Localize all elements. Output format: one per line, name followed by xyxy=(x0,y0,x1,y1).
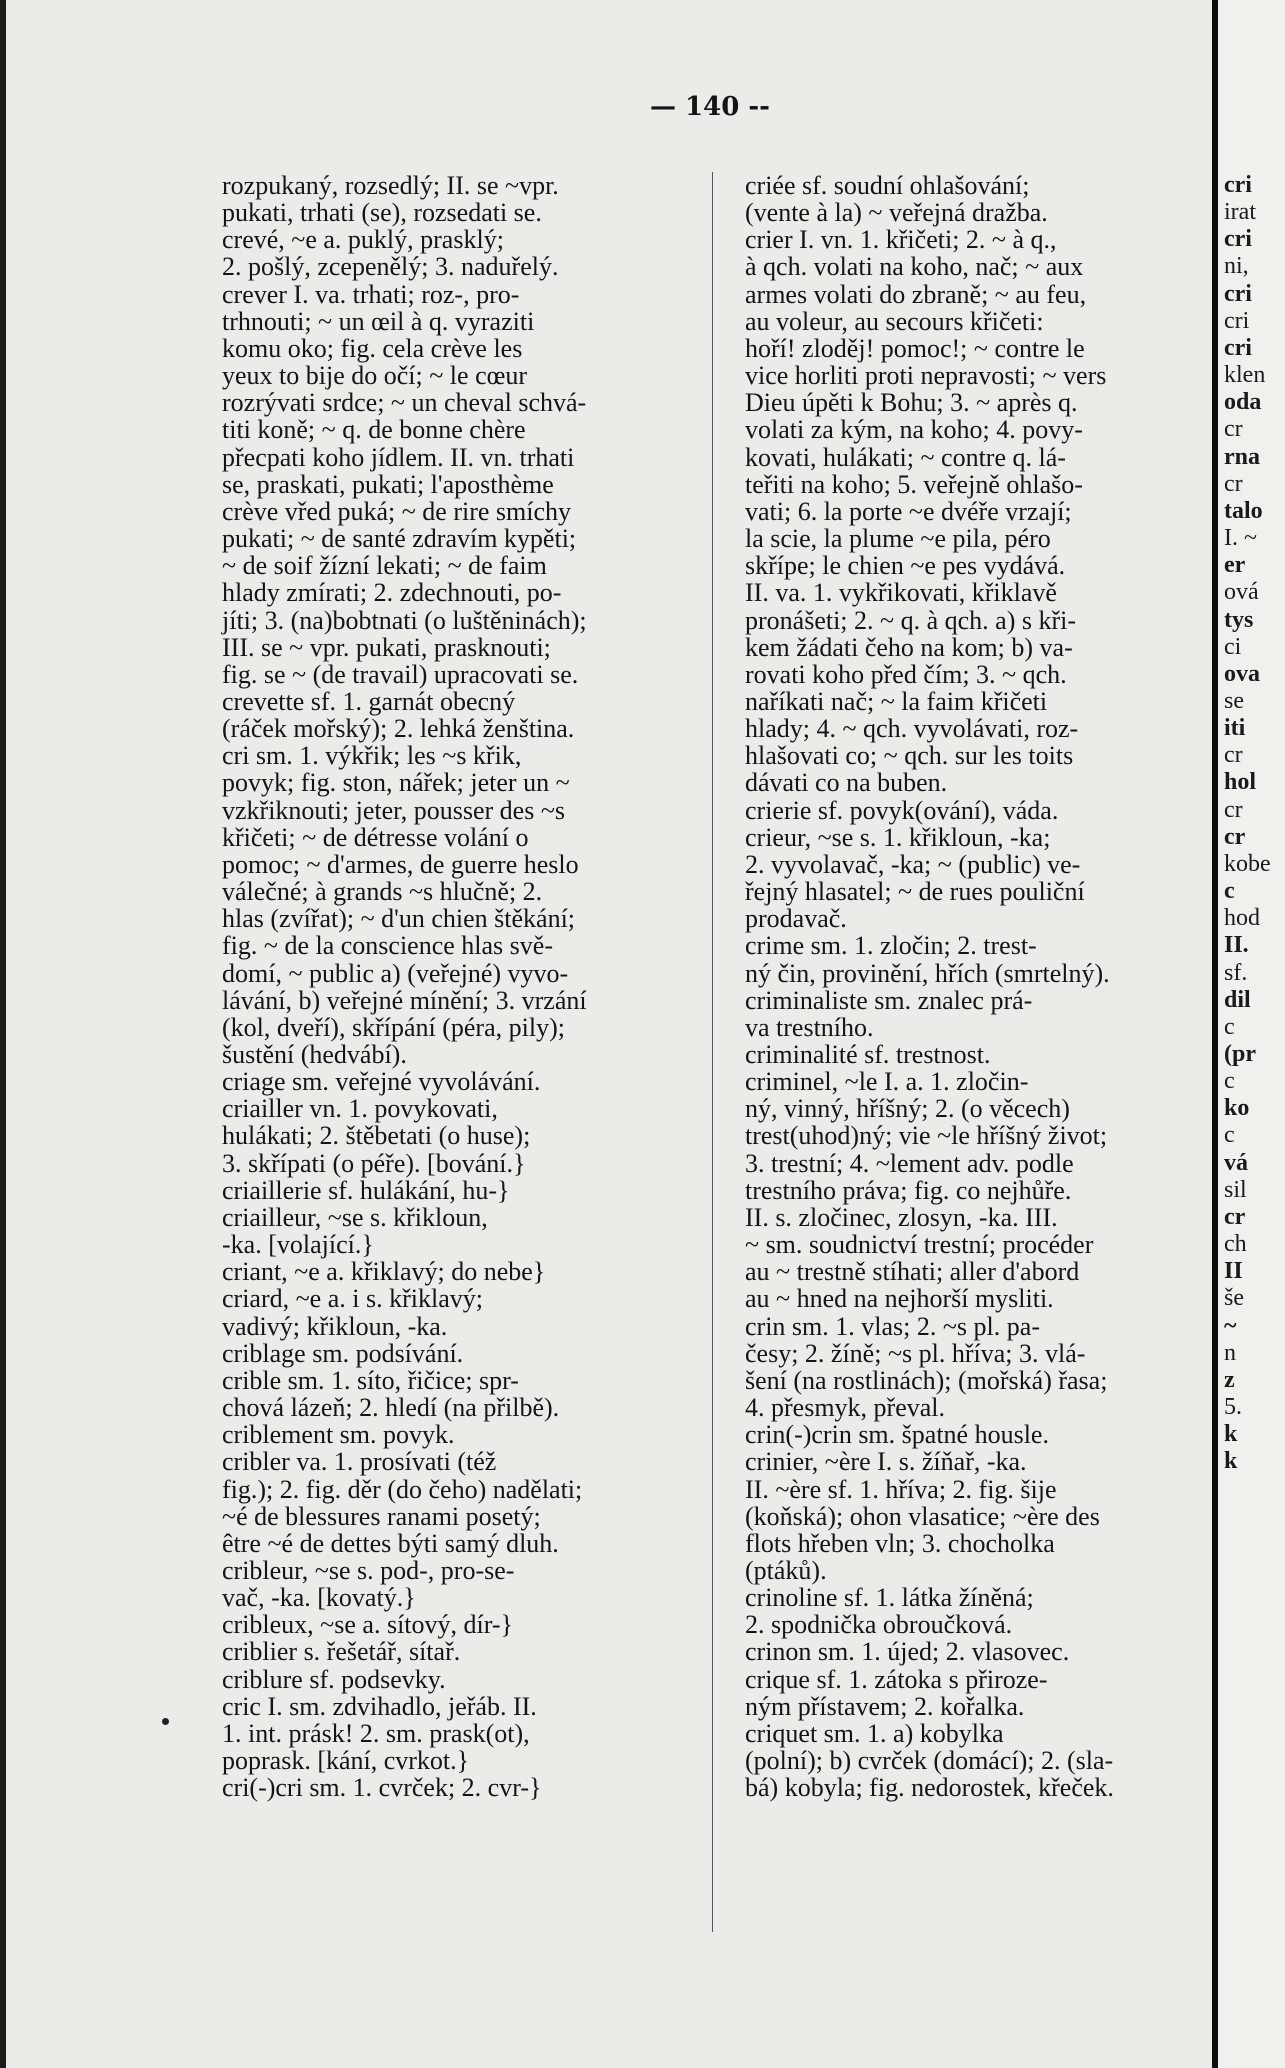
right-line: II. ~ère sf. 1. hříva; 2. fig. šije xyxy=(745,1474,1057,1504)
right-line: crinier, ~ère I. s. žíňař, -ka. xyxy=(745,1447,1027,1477)
left-line: ~é de blessures ranami posetý; xyxy=(222,1501,541,1531)
left-line: fig. ~ de la conscience hlas svě- xyxy=(222,931,553,961)
right-line: crinoline sf. 1. látka žíněná; xyxy=(745,1583,1034,1613)
left-line: cri(-)cri sm. 1. cvrček; 2. cvr-} xyxy=(222,1773,542,1803)
gutter-line: se xyxy=(1224,687,1244,714)
right-line: volati za kým, na koho; 4. povy- xyxy=(745,415,1083,445)
right-line: au ~ hned na nejhorší mysliti. xyxy=(745,1284,1054,1314)
left-line: lávání, b) veřejné mínění; 3. vrzání xyxy=(222,985,587,1015)
left-line: hulákati; 2. štěbetati (o huse); xyxy=(222,1121,531,1151)
gutter-line: c xyxy=(1224,878,1235,905)
right-line: criée sf. soudní ohlašování; xyxy=(745,171,1030,200)
right-line: (ptáků). xyxy=(745,1555,827,1585)
gutter-line: cr xyxy=(1224,796,1243,823)
left-line: vzkřiknouti; jeter, pousser des ~s xyxy=(222,795,566,825)
gutter-line: I. ~ xyxy=(1224,525,1257,552)
right-line: hoří! zloděj! pomoc!; ~ contre le xyxy=(745,333,1085,363)
right-line: rovati koho před čím; 3. ~ qch. xyxy=(745,659,1067,689)
gutter-line: talo xyxy=(1224,497,1263,524)
gutter-line: c xyxy=(1224,1068,1235,1095)
right-line: crin sm. 1. vlas; 2. ~s pl. pa- xyxy=(745,1311,1040,1341)
gutter-line: n xyxy=(1224,1339,1236,1366)
gutter-line: irat xyxy=(1224,199,1256,226)
gutter-line: c xyxy=(1224,1122,1235,1149)
gutter-line: ci xyxy=(1224,633,1242,660)
left-line: 2. pošlý, zcepenělý; 3. naduřelý. xyxy=(222,252,559,282)
right-line: II. va. 1. vykřikovati, křiklavě xyxy=(745,578,1057,608)
gutter-line: cr xyxy=(1224,470,1243,497)
right-line: 4. přesmyk, převal. xyxy=(745,1393,946,1423)
left-line: 3. skřípati (o péře). [bování.} xyxy=(222,1148,526,1178)
left-line: pukati, trhati (se), rozsedati se. xyxy=(222,198,542,228)
right-line: flots hřeben vln; 3. chocholka xyxy=(745,1528,1055,1558)
gutter-line: k xyxy=(1224,1448,1238,1475)
left-line: hlady zmírati; 2. zdechnouti, po- xyxy=(222,578,562,608)
right-column xyxy=(745,172,1203,1801)
left-line: (ráček mořský); 2. lehká ženština. xyxy=(222,714,575,744)
left-line: přecpati koho jídlem. II. vn. trhati xyxy=(222,442,575,472)
gutter-line: II xyxy=(1224,1258,1243,1285)
gutter-line: ch xyxy=(1224,1231,1247,1258)
left-line: crevé, ~e a. puklý, prasklý; xyxy=(222,225,504,255)
gutter-line: cri xyxy=(1224,307,1250,334)
gutter-line: ova xyxy=(1224,660,1260,687)
left-line: -ka. [volající.} xyxy=(222,1230,374,1260)
right-line: criminaliste sm. znalec prá- xyxy=(745,985,1033,1015)
right-line: criminel, ~le I. a. 1. zločin- xyxy=(745,1067,1029,1097)
gutter-line: oda xyxy=(1224,389,1262,416)
left-line: rozrývati srdce; ~ un cheval schvá- xyxy=(222,388,587,418)
gutter-line: (pr xyxy=(1224,1041,1256,1067)
right-line: criminalité sf. trestnost. xyxy=(745,1040,991,1069)
gutter-line: še xyxy=(1224,1285,1244,1312)
right-line: skřípe; le chien ~e pes vydává. xyxy=(745,551,1066,581)
gutter-line: cr xyxy=(1224,416,1243,443)
left-line: III. se ~ vpr. pukati, prasknouti; xyxy=(222,632,551,662)
right-line: (vente à la) ~ veřejná dražba. xyxy=(745,198,1048,228)
left-line: pukati; ~ de santé zdravím kypěti; xyxy=(222,524,577,554)
left-line: criage sm. veřejné vyvolávání. xyxy=(222,1067,541,1097)
right-line: naříkati nač; ~ la faim křičeti xyxy=(745,686,1048,716)
left-line: rozpukaný, rozsedlý; II. se ~vpr. xyxy=(222,171,559,200)
right-line: (polní); b) cvrček (domácí); 2. (sla- xyxy=(745,1746,1114,1776)
right-line: řejný hlasatel; ~ de rues pouliční xyxy=(745,877,1085,907)
left-line: cribleux, ~se a. sítový, dír-} xyxy=(222,1610,514,1640)
gutter-line: cri xyxy=(1224,280,1252,307)
left-line: 1. int. prásk! 2. sm. prask(ot), xyxy=(222,1718,530,1748)
left-line: domí, ~ public a) (veřejné) vyvo- xyxy=(222,958,569,988)
right-line: bá) kobyla; fig. nedorostek, křeček. xyxy=(745,1773,1114,1803)
left-line: ~ de soif žízní lekati; ~ de faim xyxy=(222,551,547,581)
left-line: válečné; à grands ~s hlučně; 2. xyxy=(222,877,543,907)
right-line: au ~ trestně stíhati; aller d'abord xyxy=(745,1257,1080,1287)
left-line: trhnouti; ~ un œil à q. vyraziti xyxy=(222,306,535,336)
gutter-line: klen xyxy=(1224,362,1266,389)
left-line: cribler va. 1. prosívati (též xyxy=(222,1447,497,1477)
left-line: povyk; fig. ston, nářek; jeter un ~ xyxy=(222,768,570,798)
gutter-line: dil xyxy=(1224,986,1251,1013)
gutter-line: cr xyxy=(1224,823,1246,850)
gutter-line: z xyxy=(1224,1366,1235,1393)
gutter-line: II. xyxy=(1224,932,1249,959)
right-line: kovati, hulákati; ~ contre q. lá- xyxy=(745,442,1066,472)
right-line: ným přístavem; 2. kořalka. xyxy=(745,1691,1025,1721)
left-line: fig.); 2. fig. děr (do čeho) nadělati; xyxy=(222,1474,583,1504)
gutter-line: tys xyxy=(1224,606,1254,633)
right-line: trest(uhod)ný; vie ~le hříšný život; xyxy=(745,1121,1108,1151)
gutter-line: ~ xyxy=(1224,1312,1237,1339)
left-line: vač, -ka. [kovatý.} xyxy=(222,1583,416,1613)
right-line: à qch. volati na koho, nač; ~ aux xyxy=(745,252,1084,282)
gutter-line: k xyxy=(1224,1421,1238,1448)
right-line: (koňská); ohon vlasatice; ~ère des xyxy=(745,1501,1100,1531)
right-line: crique sf. 1. zátoka s přiroze- xyxy=(745,1664,1048,1694)
gutter-line: vá xyxy=(1224,1149,1248,1176)
right-line: 2. vyvolavač, -ka; ~ (public) ve- xyxy=(745,849,1081,879)
left-line: křičeti; ~ de détresse volání o xyxy=(222,822,529,852)
gutter-line: c xyxy=(1224,1013,1235,1040)
right-line: la scie, la plume ~e pila, péro xyxy=(745,524,1051,554)
left-line: criblage sm. podsívání. xyxy=(222,1338,464,1368)
right-line: ~ sm. soudnictví trestní; procéder xyxy=(745,1230,1094,1260)
gutter-line: iti xyxy=(1224,715,1246,742)
right-line: trestního práva; fig. co nejhůře. xyxy=(745,1175,1072,1205)
right-line: criquet sm. 1. a) kobylka xyxy=(745,1718,1004,1748)
left-line: crible sm. 1. síto, řičice; spr- xyxy=(222,1365,519,1395)
gutter-line: cri xyxy=(1224,226,1252,253)
page-number: — 140 -- xyxy=(650,92,770,122)
left-line: criant, ~e a. křiklavý; do nebe} xyxy=(222,1257,546,1287)
right-line: hlady; 4. ~ qch. vyvolávati, roz- xyxy=(745,714,1079,744)
left-line: pomoc; ~ d'armes, de guerre heslo xyxy=(222,849,579,879)
left-line: être ~é de dettes býti samý dluh. xyxy=(222,1528,559,1558)
adjacent-page-fragments xyxy=(1224,172,1271,1476)
right-line: prodavač. xyxy=(745,904,847,934)
gutter-line: sil xyxy=(1224,1176,1247,1203)
left-line: (kol, dveří), skřípání (péra, pily); xyxy=(222,1012,565,1042)
adjacent-page-edge xyxy=(1218,0,1285,2068)
left-line: poprask. [kání, cvrkot.} xyxy=(222,1746,470,1776)
gutter-line: kobe xyxy=(1224,850,1271,877)
left-line: crevette sf. 1. garnát obecný xyxy=(222,686,516,716)
right-line: crinon sm. 1. újed; 2. vlasovec. xyxy=(745,1637,1070,1667)
right-line: ný čin, provinění, hřích (smrtelný). xyxy=(745,958,1110,988)
left-line: hlas (zvířat); ~ d'un chien štěkání; xyxy=(222,904,576,934)
left-line: titi koně; ~ q. de bonne chère xyxy=(222,415,526,445)
gutter-line: hod xyxy=(1224,905,1260,932)
right-line: crier I. vn. 1. křičeti; 2. ~ à q., xyxy=(745,225,1057,255)
right-line: va trestního. xyxy=(745,1012,874,1042)
margin-dot xyxy=(162,1718,169,1725)
gutter-line: cr xyxy=(1224,1203,1246,1230)
left-line: vadivý; křikloun, -ka. xyxy=(222,1311,448,1341)
right-line: au voleur, au secours křičeti: xyxy=(745,306,1044,336)
left-line: criblure sf. podsevky. xyxy=(222,1664,446,1694)
right-line: crieur, ~se s. 1. křikloun, -ka; xyxy=(745,822,1051,852)
right-line: armes volati do zbraně; ~ au feu, xyxy=(745,279,1087,309)
left-line: criailler vn. 1. povykovati, xyxy=(222,1094,498,1124)
left-line: cric I. sm. zdvihadlo, jeřáb. II. xyxy=(222,1691,537,1721)
left-line: yeux to bije do očí; ~ le cœur xyxy=(222,361,528,391)
right-line: vati; 6. la porte ~e dvéře vrzají; xyxy=(745,496,1072,526)
left-line: cribleur, ~se s. pod-, pro-se- xyxy=(222,1555,515,1585)
left-line: criblement sm. povyk. xyxy=(222,1420,455,1450)
right-line: ný, vinný, hříšný; 2. (o věcech) xyxy=(745,1094,1070,1124)
gutter-line: cri xyxy=(1224,172,1252,198)
left-line: se, praskati, pukati; l'aposthème xyxy=(222,469,554,499)
left-line: crever I. va. trhati; roz-, pro- xyxy=(222,279,520,309)
gutter-line: hol xyxy=(1224,769,1257,796)
gutter-line: sf. xyxy=(1224,959,1248,986)
right-line: vice horliti proti nepravosti; ~ vers xyxy=(745,361,1107,391)
right-line: hlašovati co; ~ qch. sur les toits xyxy=(745,741,1074,771)
left-line: criard, ~e a. i s. křiklavý; xyxy=(222,1284,483,1314)
right-line: kem žádati čeho na kom; b) va- xyxy=(745,632,1073,662)
right-line: česy; 2. žíně; ~s pl. hříva; 3. vlá- xyxy=(745,1338,1086,1368)
left-line: criblier s. řešetář, sítař. xyxy=(222,1637,461,1667)
right-line: crierie sf. povyk(ování), váda. xyxy=(745,795,1059,825)
left-line: komu oko; fig. cela crève les xyxy=(222,333,523,363)
right-line: II. s. zločinec, zlosyn, -ka. III. xyxy=(745,1202,1058,1232)
right-line: dávati co na buben. xyxy=(745,768,948,798)
left-line: jíti; 3. (na)bobtnati (o luštěninách); xyxy=(222,605,587,635)
left-line: criaillerie sf. hulákání, hu-} xyxy=(222,1175,510,1205)
right-line: crime sm. 1. zločin; 2. trest- xyxy=(745,931,1037,961)
column-divider xyxy=(712,172,713,1932)
gutter-line: cr xyxy=(1224,742,1243,769)
right-line: pronášeti; 2. ~ q. à qch. a) s kři- xyxy=(745,605,1077,635)
right-line: crin(-)crin sm. špatné housle. xyxy=(745,1420,1049,1450)
right-line: 2. spodnička obroučková. xyxy=(745,1610,1013,1640)
right-line: teřiti na koho; 5. veřejně ohlašo- xyxy=(745,469,1083,499)
left-line: chová lázeň; 2. hledí (na přilbě). xyxy=(222,1393,560,1423)
gutter-line: ová xyxy=(1224,579,1259,606)
gutter-line: cri xyxy=(1224,334,1252,361)
gutter-line: er xyxy=(1224,552,1246,579)
left-column xyxy=(222,172,702,1801)
right-line: Dieu úpěti k Bohu; 3. ~ après q. xyxy=(745,388,1078,418)
left-line: cri sm. 1. výkřik; les ~s křik, xyxy=(222,741,522,771)
gutter-line: rna xyxy=(1224,443,1260,470)
gutter-line: ko xyxy=(1224,1095,1250,1122)
right-line: šení (na rostlinách); (mořská) řasa; xyxy=(745,1365,1108,1395)
gutter-line: ni, xyxy=(1224,253,1249,280)
left-line: fig. se ~ (de travail) upracovati se. xyxy=(222,659,579,689)
gutter-line: 5. xyxy=(1224,1394,1242,1421)
left-line: crève vřed puká; ~ de rire smíchy xyxy=(222,496,572,526)
left-line: criailleur, ~se s. křikloun, xyxy=(222,1202,488,1232)
right-line: 3. trestní; 4. ~lement adv. podle xyxy=(745,1148,1074,1178)
left-line: šustění (hedvábí). xyxy=(222,1040,407,1069)
